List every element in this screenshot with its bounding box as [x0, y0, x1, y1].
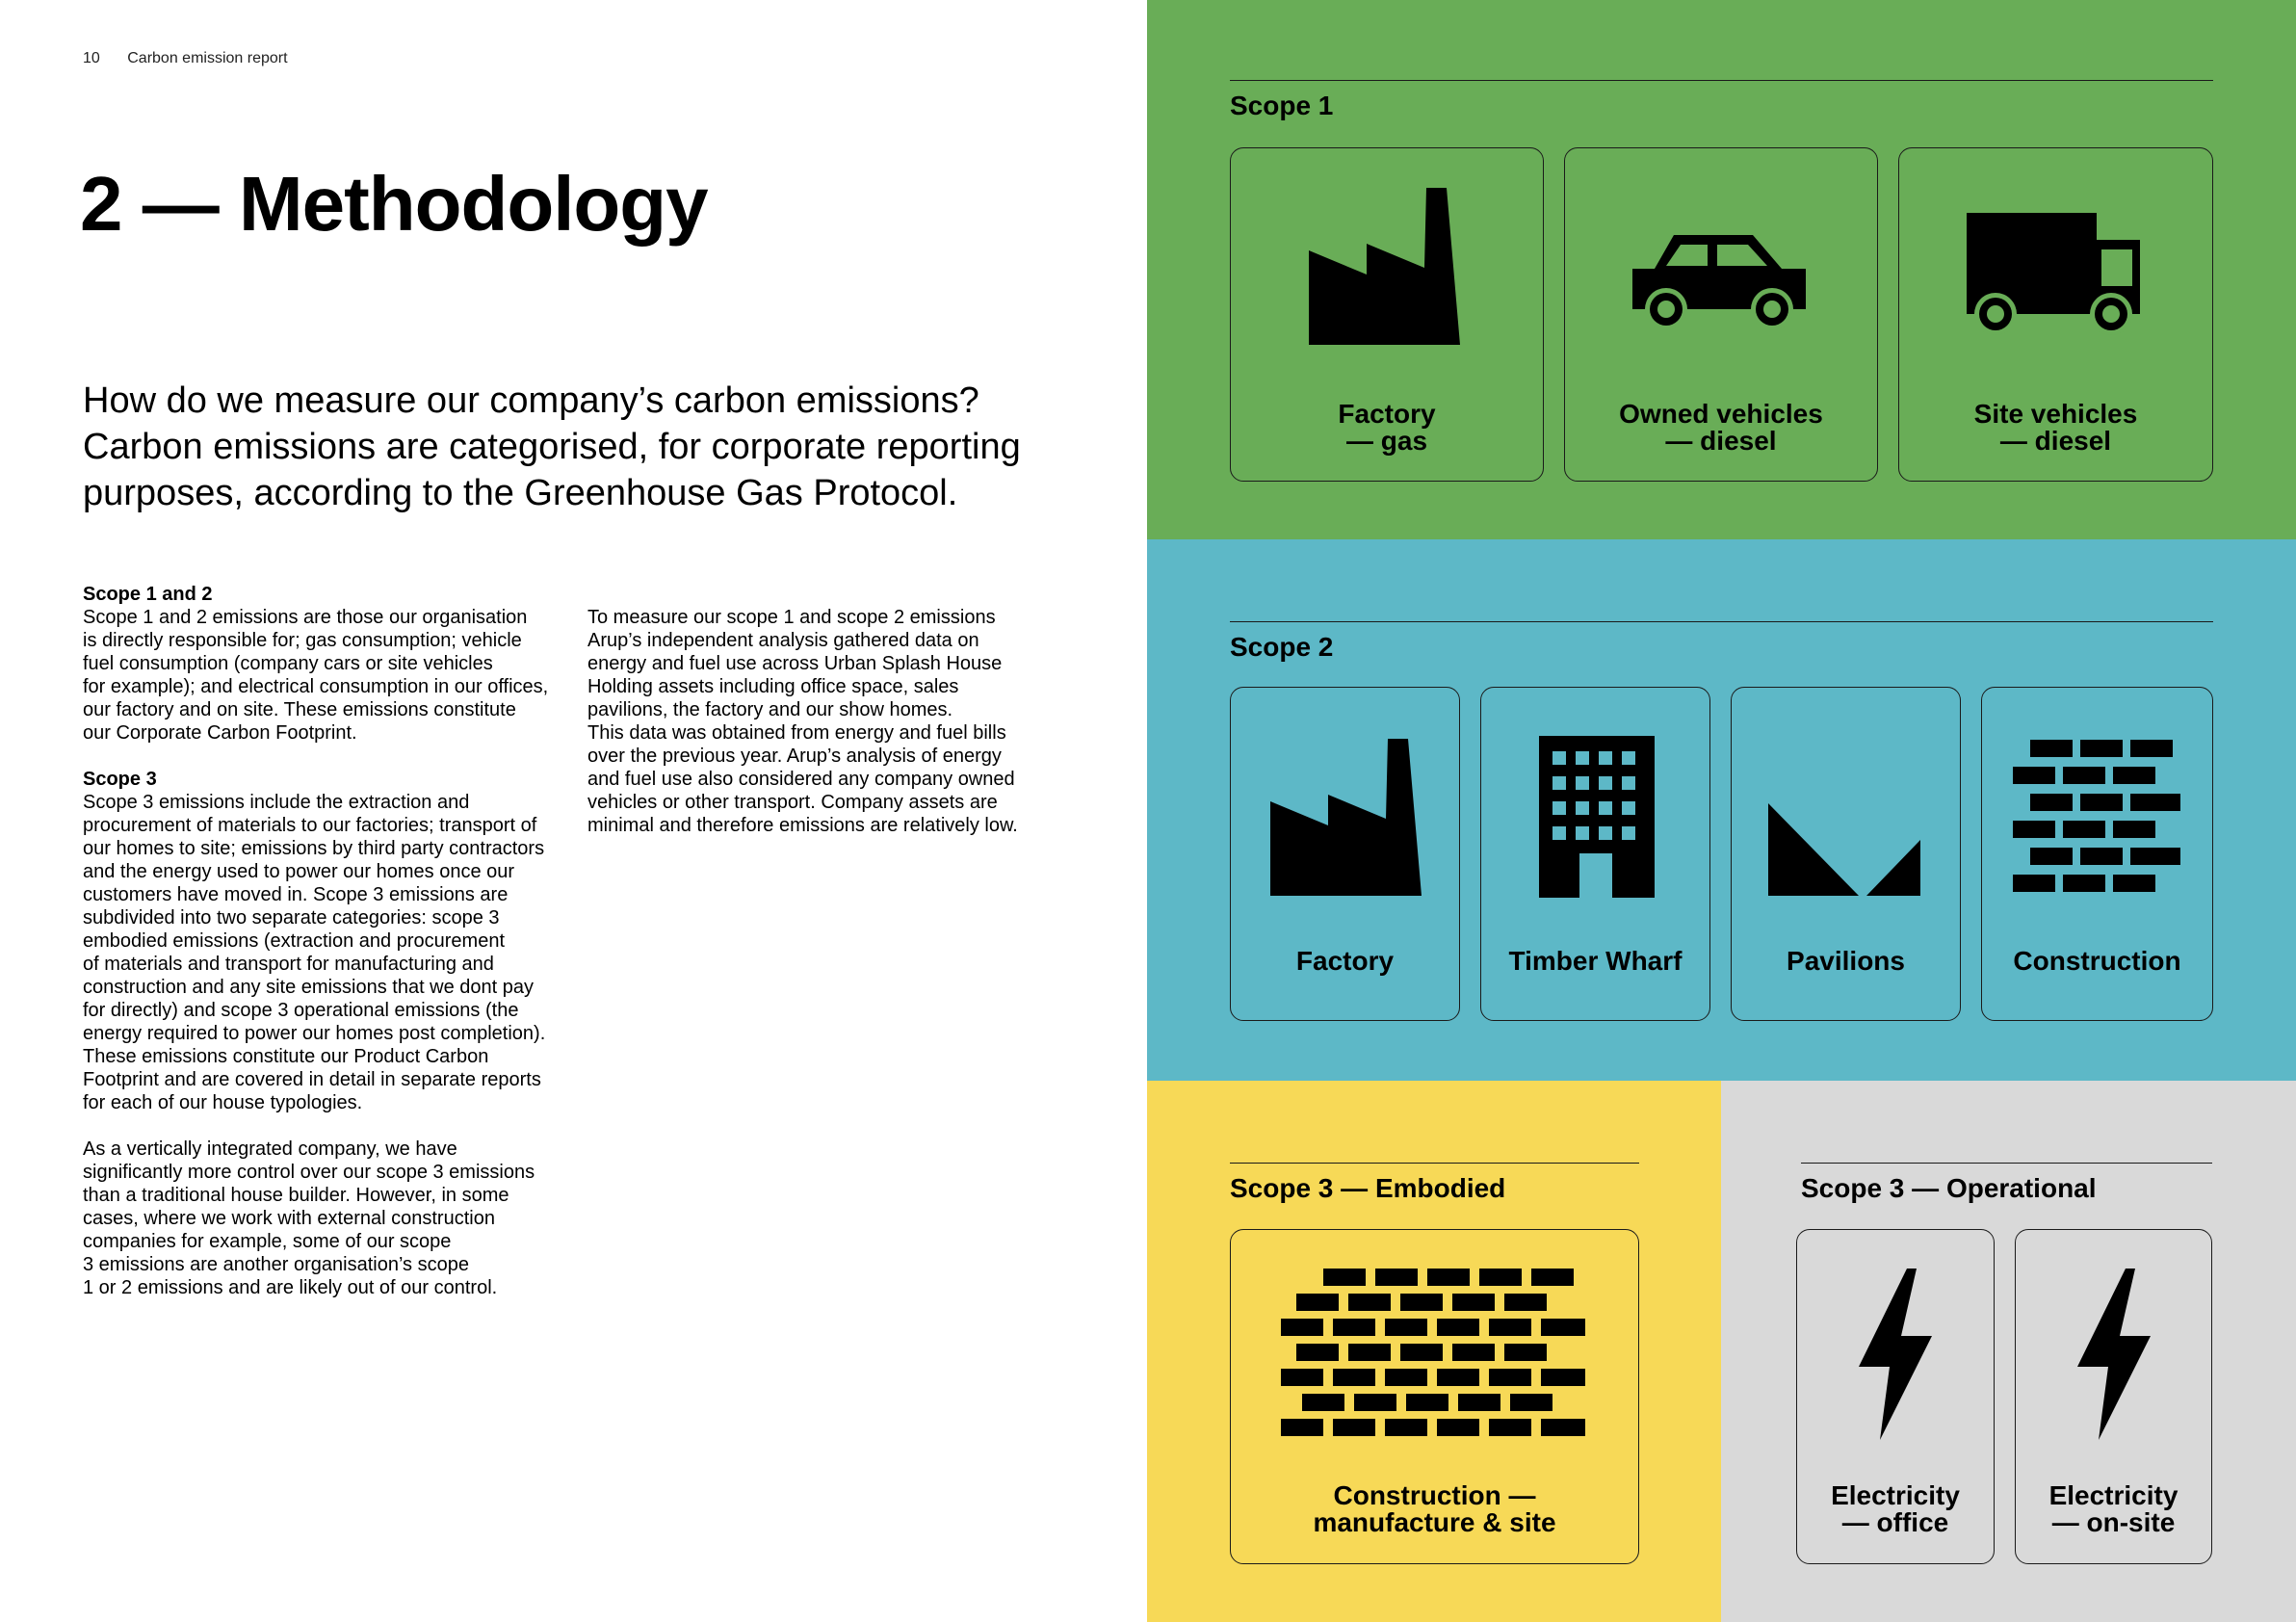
- scope1-card-factory: [1230, 147, 1544, 482]
- lightning-icon: [1857, 1267, 1934, 1442]
- scope3-operational-rule: [1801, 1163, 2212, 1164]
- bricks-icon: [2011, 738, 2184, 900]
- scope3-paragraph: Scope 3 emissions include the extraction and procurement of materials to our factories; transport of our homes to site; emissions by third party contractors and the energy used to power our homes once our customers have moved in. Scope 3 emissions are subdivided into two separate categories: scope 3 embodied emissions (extraction and procurement of materials and transport for manufacturing and construction and any site emissions that we dont pay for directly) and scope 3 operational emissions (the energy required to power our homes post completion). These emissions constitute our Product Carbon Footprint and are covered in detail in separate reports for each of our house typologies.: [83, 792, 546, 1113]
- factory-icon: [1265, 734, 1429, 898]
- integrated-paragraph: As a vertically integrated company, we have significantly more control over our scope 3 emissions than a traditional house builder. However, in some cases, where we work with external construction companies for example, some of our scope 3 emissions are another organisation’s scope 1 or 2 emissions and are likely out of our control.: [83, 1138, 535, 1298]
- card-label: Electricity — office: [1831, 1480, 1960, 1537]
- card-label: Pavilions: [1787, 946, 1905, 976]
- text-column-2: [587, 606, 1040, 860]
- lightning-icon: [2075, 1267, 2152, 1442]
- scope1-card-owned-vehicles: [1564, 147, 1878, 482]
- scope2-panel: [1147, 539, 2296, 1081]
- pavilion-icon: [1766, 801, 1926, 900]
- left-page: [0, 0, 1147, 1622]
- scope3-embodied-rule: [1230, 1163, 1639, 1164]
- factory-icon: [1304, 183, 1468, 347]
- card-label: Construction — manufacture & site: [1313, 1480, 1556, 1537]
- scope2-card-pavilions: [1731, 687, 1961, 1021]
- building-icon: [1537, 734, 1657, 900]
- scope3-operational-panel: [1721, 1081, 2296, 1622]
- scope1-label: Scope 1: [1230, 91, 1334, 120]
- scope1-card-site-vehicles: [1898, 147, 2213, 482]
- page-title: 2 — Methodology: [80, 161, 708, 247]
- card-label: Factory: [1295, 946, 1395, 976]
- intro-paragraph: How do we measure our company’s carbon emissions? Carbon emissions are categorised, for corporate reporting purposes, according to the Greenhouse Gas Protocol.: [83, 380, 1021, 513]
- scope12-heading: Scope 1 and 2: [83, 584, 213, 605]
- scope3-operational-card-onsite: [2015, 1229, 2212, 1564]
- scope3-embodied-card-construction: [1230, 1229, 1639, 1564]
- bricks-icon: [1279, 1267, 1589, 1444]
- measurement-paragraph: To measure our scope 1 and scope 2 emissions Arup’s independent analysis gathered data on energy and fuel use across Urban Splash House Holding assets including office space, sales pavilions, the factory and our show homes. This data was obtained from energy and fuel bills over the previous year. Arup’s analysis of energy and fuel use also considered any company owned vehicles or other transport. Company assets are minimal and therefore emissions are relatively low.: [587, 607, 1018, 836]
- card-label: Construction: [2013, 946, 2181, 976]
- scope2-card-timber-wharf: [1480, 687, 1710, 1021]
- scope1-rule: [1230, 80, 2213, 81]
- card-label: Owned vehicles — diesel: [1619, 399, 1823, 456]
- scope12-paragraph: Scope 1 and 2 emissions are those our organisation is directly responsible for; gas consumption; vehicle fuel consumption (company cars or site vehicles for example); and electrical consumption in our offices, our factory and on site. These emissions constitute our Corporate Carbon Footprint.: [83, 607, 549, 744]
- card-label: Factory — gas: [1338, 399, 1436, 456]
- text-column-1: [83, 583, 564, 1322]
- scope2-rule: [1230, 621, 2213, 622]
- page-number: 10: [83, 50, 100, 66]
- card-label: Electricity — on-site: [2048, 1480, 2179, 1537]
- car-icon: [1628, 230, 1811, 336]
- scope2-card-construction: [1981, 687, 2213, 1021]
- scope2-card-factory: [1230, 687, 1460, 1021]
- card-label: Timber Wharf: [1508, 946, 1683, 976]
- scope3-embodied-label: Scope 3 — Embodied: [1230, 1173, 1506, 1203]
- scope3-operational-card-office: [1796, 1229, 1995, 1564]
- scope1-panel: [1147, 0, 2296, 539]
- report-title: Carbon emission report: [127, 50, 288, 66]
- truck-icon: [1962, 208, 2150, 343]
- scope2-label: Scope 2: [1230, 632, 1334, 662]
- scope3-heading: Scope 3: [83, 769, 157, 790]
- scope3-embodied-panel: [1147, 1081, 1721, 1622]
- scope3-operational-label: Scope 3 — Operational: [1801, 1173, 2097, 1203]
- page-header: [83, 50, 288, 67]
- card-label: Site vehicles — diesel: [1973, 399, 2138, 456]
